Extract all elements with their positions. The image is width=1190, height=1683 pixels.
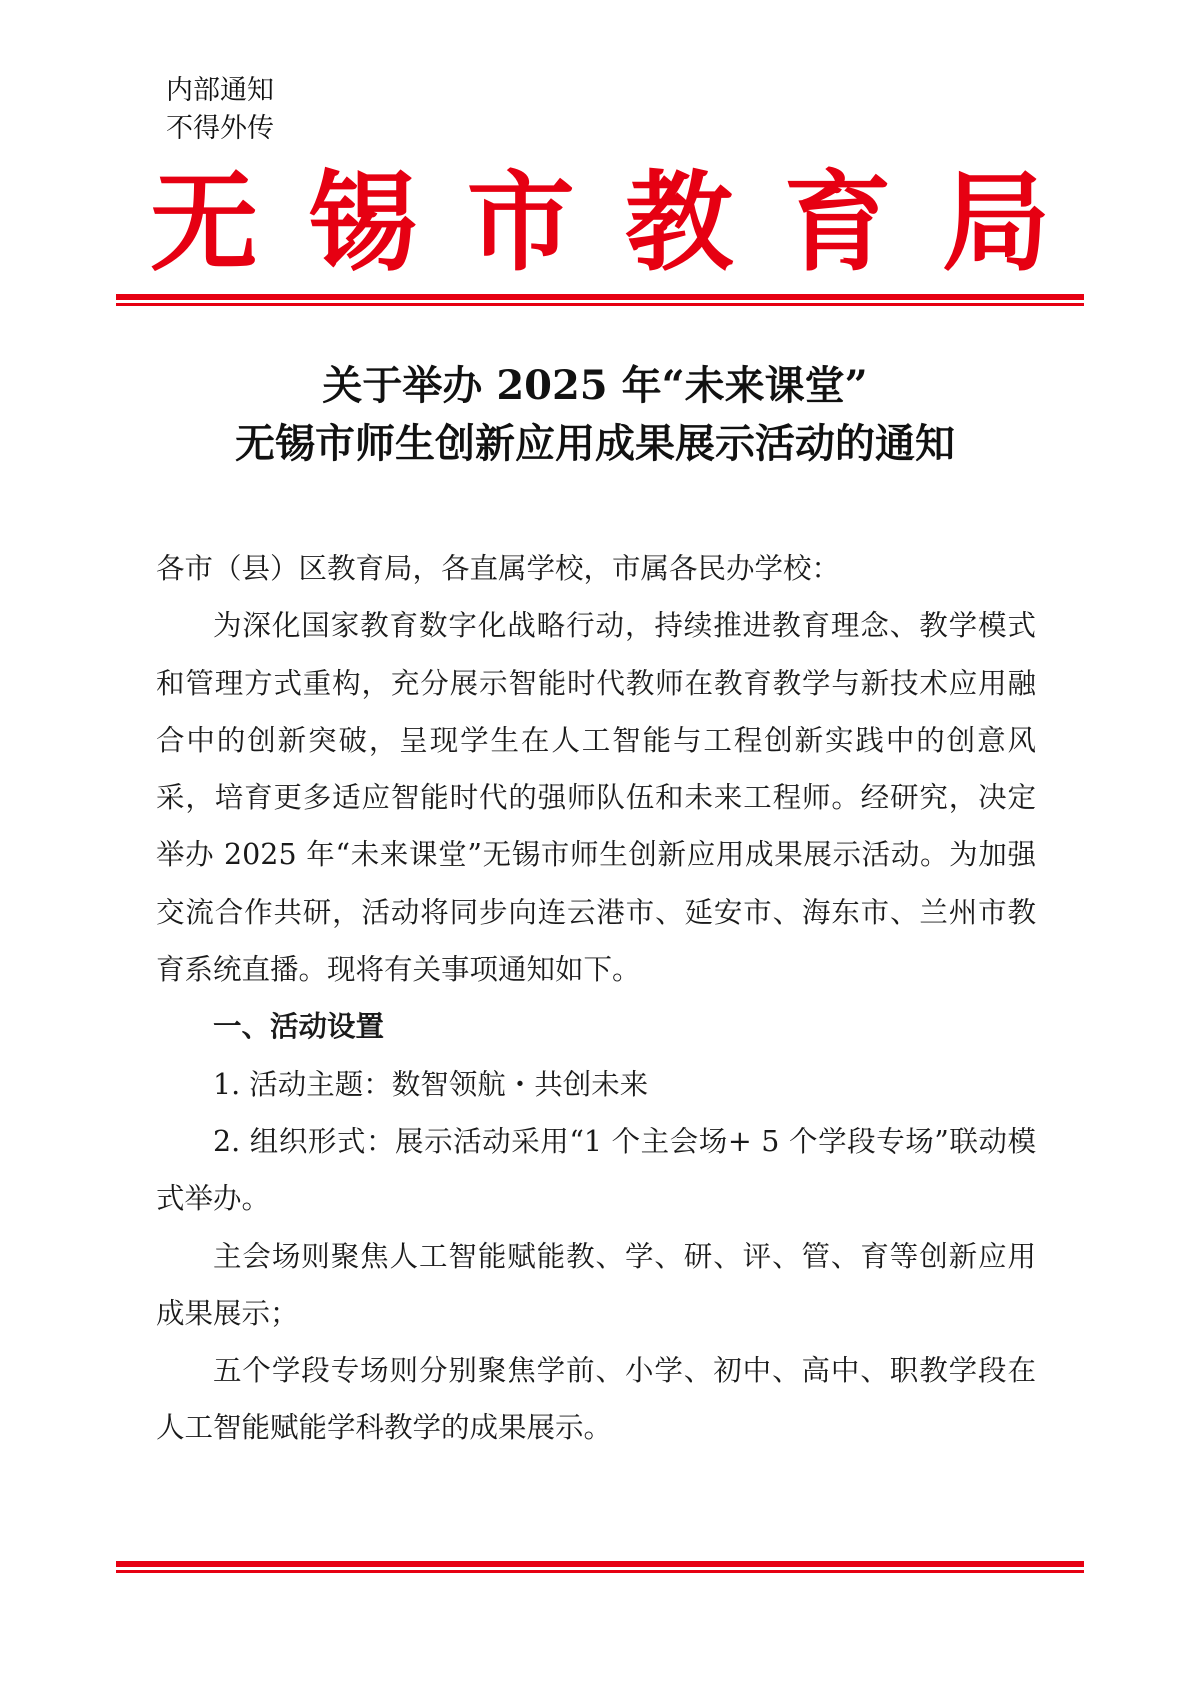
internal-notice-tag <box>166 72 274 148</box>
footer-divider-thick <box>116 1561 1084 1567</box>
list-item-theme: 1. 活动主题：数智领航・共创未来 <box>213 1067 649 1101</box>
list-item-format: 2. 组织形式：展示活动采用“1 个主会场+ 5 个学段专场”联动模式举办。 <box>156 1124 1036 1216</box>
document-body <box>156 540 1036 1457</box>
header-divider-thin <box>116 303 1084 306</box>
org-char: 无 <box>150 160 259 286</box>
main-venue-paragraph: 主会场则聚焦人工智能赋能教、学、研、评、管、育等创新应用成果展示； <box>156 1239 1036 1330</box>
org-char: 市 <box>466 160 575 286</box>
notice-tag-line-2: 不得外传 <box>166 113 274 144</box>
intro-paragraph: 为深化国家教育数字化战略行动，持续推进教育理念、教学模式和管理方式重构，充分展示智能时代教师在教育教学与新技术应用融合中的创新突破，呈现学生在人工智能与工程创新实践中的创意风采，培育更多适应智能时代的强师队伍和未来工程师。经研究，决定举办 2025 年“未来课堂”无锡市师生创新应用成果展示活动。为加强交流合作共研，活动将同步向连云港市、延安市、海东市、兰州市教育系统直播。现将有关事项通知如下。 <box>156 609 1036 987</box>
section-heading: 一、活动设置 <box>213 1010 385 1044</box>
footer-divider-thin <box>116 1570 1084 1573</box>
document-title-line-1: 关于举办 2025 年“未来课堂” <box>322 362 868 409</box>
header-divider-thick <box>116 294 1084 300</box>
salutation: 各市（县）区教育局，各直属学校，市属各民办学校： <box>156 552 841 585</box>
issuing-authority-header <box>150 158 1050 288</box>
org-char: 教 <box>625 160 734 286</box>
sub-venues-paragraph: 五个学段专场则分别聚焦学前、小学、初中、高中、职教学段在人工智能赋能学科教学的成果展示。 <box>156 1354 1036 1445</box>
org-char: 锡 <box>308 160 417 286</box>
org-char: 育 <box>783 160 892 286</box>
org-char: 局 <box>941 160 1050 286</box>
document-title-line-2: 无锡市师生创新应用成果展示活动的通知 <box>235 420 955 467</box>
notice-tag-line-1: 内部通知 <box>166 75 274 106</box>
